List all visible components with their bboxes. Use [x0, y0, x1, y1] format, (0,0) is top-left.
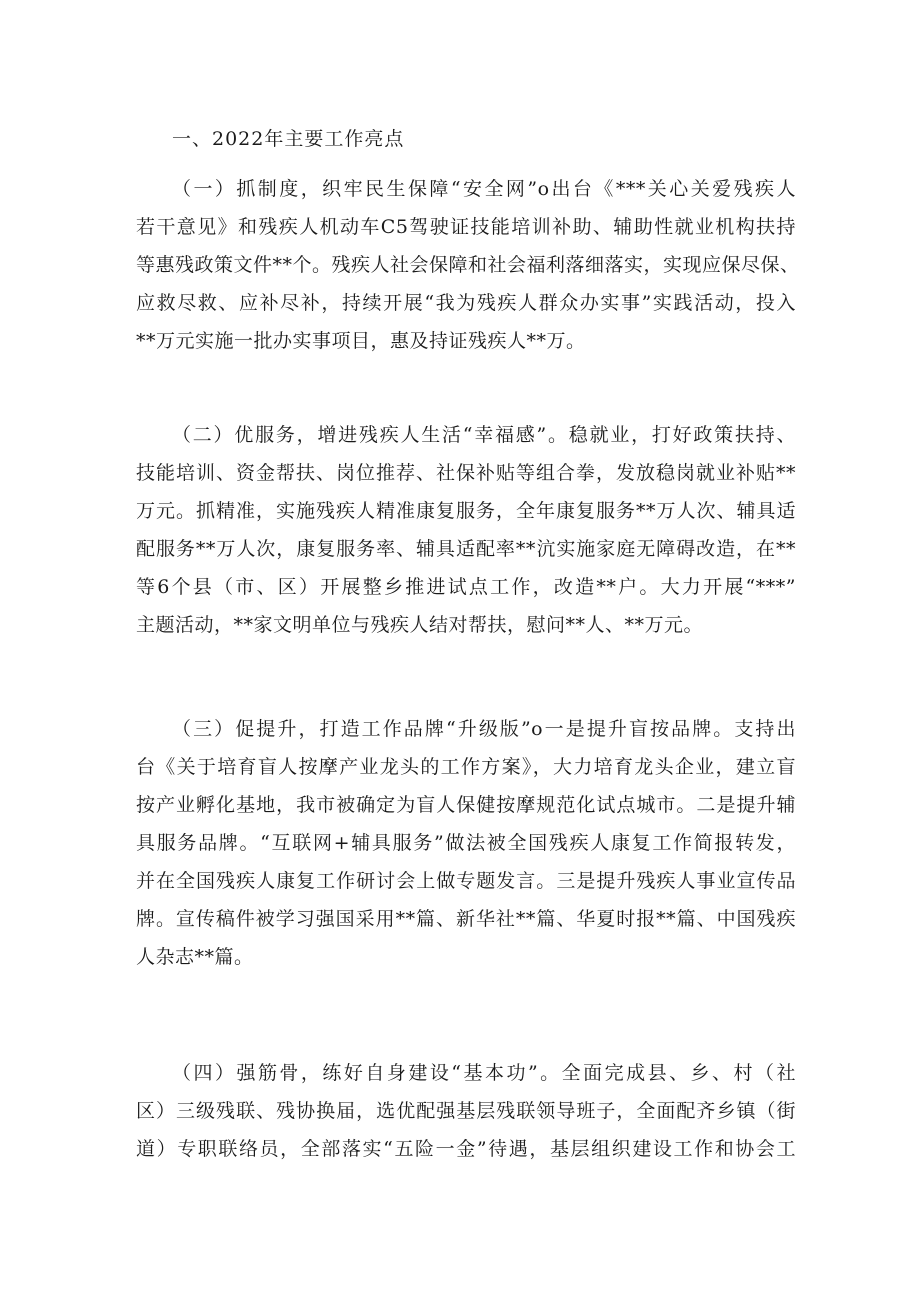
- paragraph-line: （三）促提升，打造工作品牌“升级版”o一是提升盲按品牌。支持出: [172, 718, 796, 740]
- section-heading: 一、2022年主要工作亮点: [172, 128, 405, 150]
- paragraph-line: 牌。宣传稿件被学习强国采用**篇、新华社**篇、华夏时报**篇、中国残疾: [136, 908, 796, 930]
- paragraph-3: [136, 714, 796, 972]
- paragraph-line: （二）优服务，增进残疾人生活“幸福感”。稳就业，打好政策扶持、: [172, 424, 796, 446]
- paragraph-line: 台《关于培育盲人按摩产业龙头的工作方案》，大力培育龙头企业，建立盲: [136, 756, 796, 778]
- paragraph-line: **万元实施一批办实事项目，惠及持证残疾人**万。: [136, 330, 586, 352]
- paragraph-line: 若干意见》和残疾人机动车C5驾驶证技能培训补助、辅助性就业机构扶持: [136, 216, 796, 238]
- paragraph-line: 人杂志**篇。: [136, 946, 254, 968]
- paragraph-line: 配服务**万人次，康复服务率、辅具适配率**沆实施家庭无障碍改造，在**: [136, 538, 796, 560]
- paragraph-2: [136, 420, 796, 640]
- paragraph-line: 按产业孵化基地，我市被确定为盲人保健按摩规范化试点城市。二是提升辅: [136, 794, 796, 816]
- paragraph-line: 万元。抓精准，实施残疾人精准康复服务，全年康复服务**万人次、辅具适: [136, 500, 796, 522]
- paragraph-line: 技能培训、资金帮扶、岗位推荐、社保补贴等组合拳，发放稳岗就业补贴**: [136, 462, 796, 484]
- paragraph-line: （四）强筋骨，练好自身建设“基本功”。全面完成县、乡、村（社: [172, 1062, 796, 1084]
- paragraph-line: 区）三级残联、残协换届，选优配强基层残联领导班子，全面配齐乡镇（街: [136, 1100, 796, 1122]
- paragraph-line: （一）抓制度，织牢民生保障“安全网”o出台《***关心关爱残疾人: [172, 178, 796, 200]
- paragraph-line: 应救尽救、应补尽补，持续开展“我为残疾人群众办实事”实践活动，投入: [136, 292, 796, 314]
- paragraph-line: 等6个县（市、区）开展整乡推进试点工作，改造**户。大力开展“***”: [136, 576, 796, 598]
- paragraph-line: 具服务品牌。“互联网+辅具服务”做法被全国残疾人康复工作简报转发，: [136, 832, 796, 854]
- paragraph-line: 并在全国残疾人康复工作研讨会上做专题发言。三是提升残疾人事业宣传品: [136, 870, 796, 892]
- paragraph-line: 道）专职联络员，全部落实“五险一金”待遇，基层组织建设工作和协会工: [136, 1138, 796, 1160]
- paragraph-4: [136, 1058, 796, 1164]
- paragraph-line: 主题活动，**家文明单位与残疾人结对帮扶，慰问**人、**万元。: [136, 614, 704, 636]
- paragraph-1: [136, 174, 800, 356]
- paragraph-line: 等惠残政策文件**个。残疾人社会保障和社会福利落细落实，实现应保尽保、: [136, 254, 800, 276]
